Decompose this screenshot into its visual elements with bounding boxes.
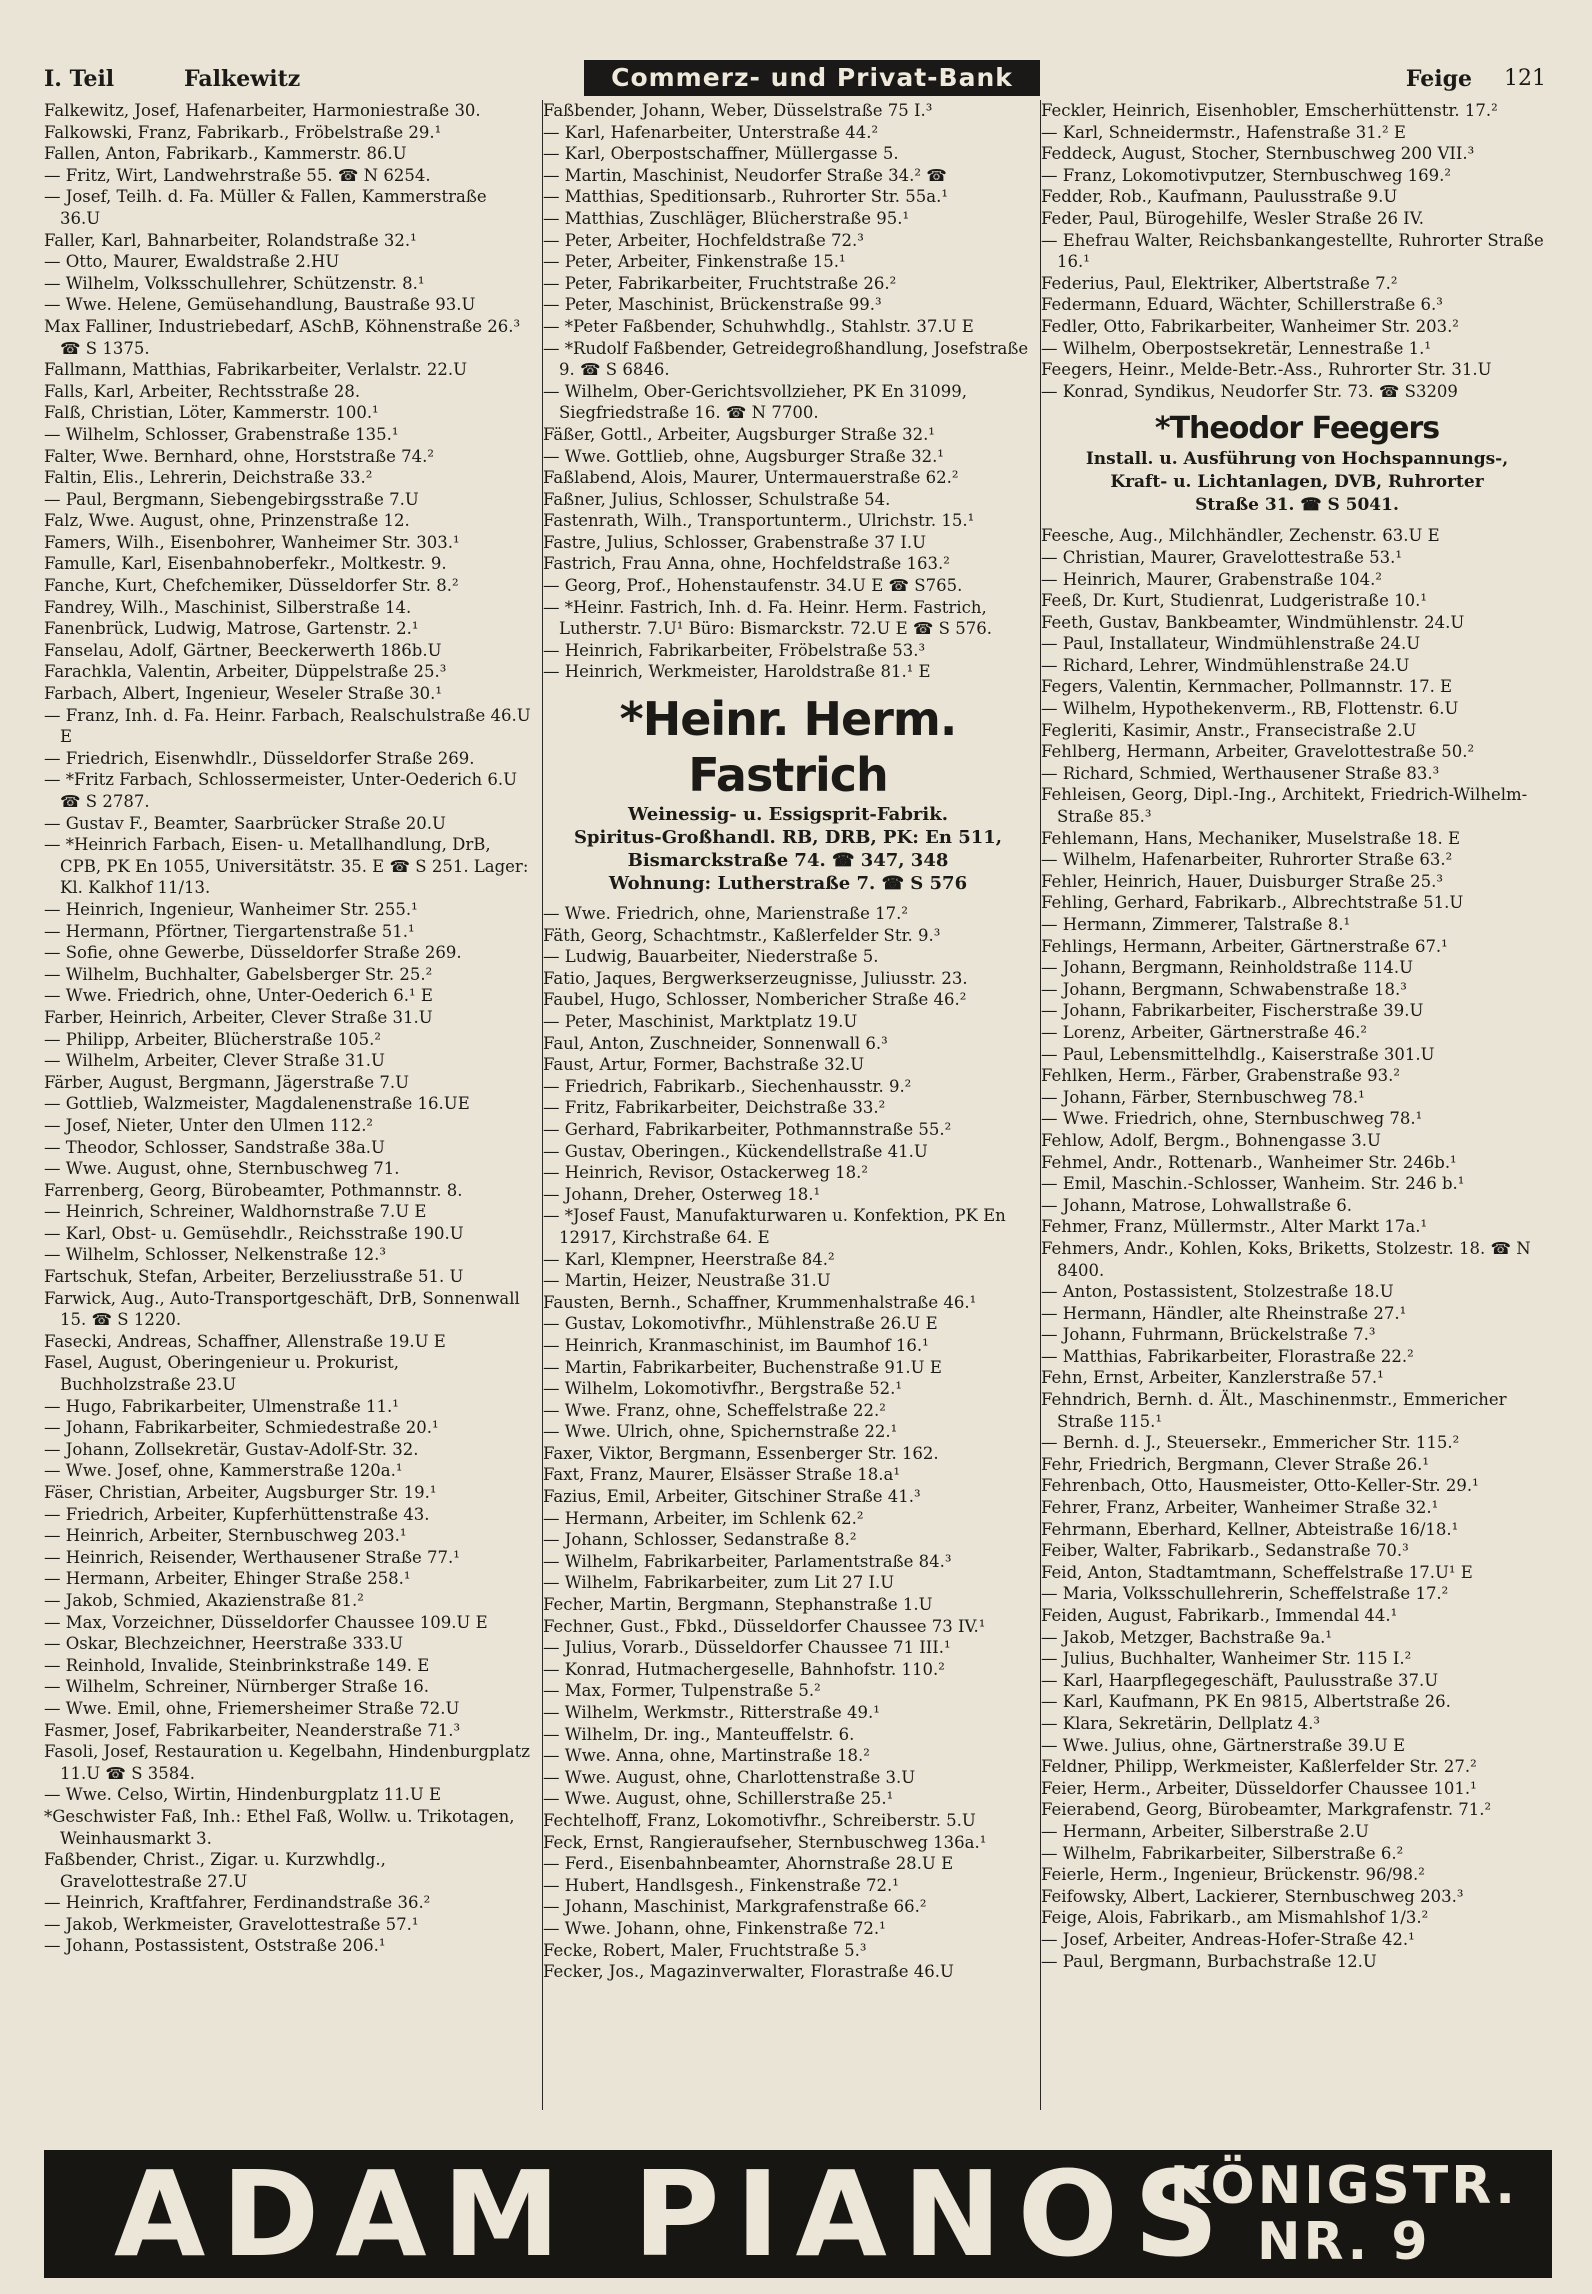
directory-entry: — Klara, Sekretärin, Dellplatz 4.³ xyxy=(1041,1713,1321,1733)
ad-line: Weinessig- u. Essigsprit-Fabrik. xyxy=(628,804,948,826)
directory-entry: — Heinrich, Kranmaschinist, im Baumhof 16.¹ xyxy=(543,1335,929,1355)
directory-entry: Federmann, Eduard, Wächter, Schillerstraße 6.³ xyxy=(1041,295,1443,315)
directory-entry: — Wwe. Josef, ohne, Kammerstraße 120a.¹ xyxy=(44,1461,403,1481)
directory-entry: Fausten, Bernh., Schaffner, Krummenhalstraße 46.¹ xyxy=(543,1292,977,1312)
directory-entry: — Johann, Maschinist, Markgrafenstraße 66.² xyxy=(543,1897,927,1917)
directory-entry: — Friedrich, Fabrikarb., Siechenhausstr. 9.² xyxy=(543,1076,912,1096)
directory-entry: — Heinrich, Ingenieur, Wanheimer Str. 255.¹ xyxy=(44,899,418,919)
directory-entry: Farbach, Albert, Ingenieur, Weseler Straße 30.¹ xyxy=(44,684,442,704)
directory-entry: — *Rudolf Faßbender, Getreidegroßhandlung, Josefstraße 9. ☎ S 6846. xyxy=(543,338,1029,380)
directory-entry: — Karl, Haarpflegegeschäft, Paulusstraße 37.U xyxy=(1041,1670,1439,1690)
directory-entry: — Wilhelm, Oberpostsekretär, Lennestraße 1.¹ xyxy=(1041,338,1431,358)
directory-entry: — Wwe. August, ohne, Sternbuschweg 71. xyxy=(44,1159,400,1179)
directory-entry: — Heinrich, Kraftfahrer, Ferdinandstraße 36.² xyxy=(44,1893,431,1913)
directory-entry: — Lorenz, Arbeiter, Gärtnerstraße 46.² xyxy=(1041,1022,1367,1042)
directory-entry: — Anton, Postassistent, Stolzestraße 18.U xyxy=(1041,1282,1394,1302)
directory-entry: — Wilhelm, Schreiner, Nürnberger Straße 16. xyxy=(44,1677,430,1697)
directory-entry: — Otto, Maurer, Ewaldstraße 2.HU xyxy=(44,252,340,272)
directory-entry: Fazius, Emil, Arbeiter, Gitschiner Straße 41.³ xyxy=(543,1487,921,1507)
directory-entry: Fasecki, Andreas, Schaffner, Allenstraße 19.U E xyxy=(44,1331,446,1351)
directory-entry: — Wilhelm, Fabrikarbeiter, Parlamentstraße 84.³ xyxy=(543,1551,952,1571)
directory-entry: — Fritz, Fabrikarbeiter, Deichstraße 33.² xyxy=(543,1098,886,1118)
directory-entry: — Josef, Teilh. d. Fa. Müller & Fallen, Kammerstraße 36.U xyxy=(44,187,487,228)
directory-entry: — Wilhelm, Schlosser, Grabenstraße 135.¹ xyxy=(44,424,399,444)
ad-line: Bismarckstraße 74. ☎ 347, 348 xyxy=(627,850,949,872)
directory-entry: — Wilhelm, Hafenarbeiter, Ruhrorter Straße 63.² xyxy=(1041,850,1453,870)
directory-entry: Feierabend, Georg, Bürobeamter, Markgrafenstr. 71.² xyxy=(1041,1800,1492,1820)
directory-entry: — Hermann, Pförtner, Tiergartenstraße 51.¹ xyxy=(44,921,415,941)
directory-entry: — Wwe. Emil, ohne, Friemersheimer Straße 72.U xyxy=(44,1698,460,1718)
directory-entry: Falkowski, Franz, Fabrikarb., Fröbelstraße 29.¹ xyxy=(44,122,442,142)
directory-entry: — Philipp, Arbeiter, Blücherstraße 105.² xyxy=(44,1029,382,1049)
directory-entry: Faxer, Viktor, Bergmann, Essenberger Str. 162. xyxy=(543,1443,939,1463)
directory-entry: Fäth, Georg, Schachtmstr., Kaßlerfelder Str. 9.³ xyxy=(543,925,941,945)
directory-entry: — Wilhelm, Volksschullehrer, Schützenstr. 8.¹ xyxy=(44,273,425,293)
directory-entry: — Hubert, Handlsgesh., Finkenstraße 72.¹ xyxy=(543,1875,899,1895)
directory-entry: — Wwe. Friedrich, ohne, Marienstraße 17.² xyxy=(543,904,908,924)
directory-entry: — Ehefrau Walter, Reichsbankangestellte, Ruhrorter Straße 16.¹ xyxy=(1041,230,1544,272)
column-3 xyxy=(1040,100,1553,2110)
directory-entry: Falter, Wwe. Bernhard, ohne, Horststraße 74.² xyxy=(44,446,435,466)
directory-entry: Fartschuk, Stefan, Arbeiter, Berzeliusstraße 51. U xyxy=(44,1267,464,1287)
directory-entry: — Wwe. Anna, ohne, Martinstraße 18.² xyxy=(543,1746,870,1766)
directory-entry: — Heinrich, Arbeiter, Sternbuschweg 203.¹ xyxy=(44,1526,407,1546)
column-3-entries-top xyxy=(1041,100,1553,402)
directory-entry: Fäser, Christian, Arbeiter, Augsburger Str. 19.¹ xyxy=(44,1483,437,1502)
directory-entry: Federius, Paul, Elektriker, Albertstraße 7.² xyxy=(1041,273,1398,293)
directory-entry: Fegers, Valentin, Kernmacher, Pollmannstr. 17. E xyxy=(1041,677,1453,697)
directory-entry: — Hermann, Arbeiter, im Schlenk 62.² xyxy=(543,1508,864,1528)
directory-entry: — Johann, Dreher, Osterweg 18.¹ xyxy=(543,1184,821,1204)
directory-entry: — Paul, Installateur, Windmühlenstraße 24.U xyxy=(1041,634,1421,654)
directory-entry: Faßbender, Johann, Weber, Düsselstraße 75 I.³ xyxy=(543,101,933,120)
directory-entry: Max Falliner, Industriebedarf, ASchB, Köhnenstraße 26.³ ☎ S 1375. xyxy=(44,316,521,358)
directory-entry: — Heinrich, Schreiner, Waldhornstraße 7.U E xyxy=(44,1202,427,1222)
page-number: 121 xyxy=(1504,66,1546,91)
ad-company-name: *Theodor Feegers xyxy=(1154,411,1440,447)
directory-entry: — Paul, Lebensmittelhdlg., Kaiserstraße 301.U xyxy=(1041,1044,1435,1064)
directory-entry: Fehling, Gerhard, Fabrikarb., Albrechtstraße 51.U xyxy=(1041,893,1464,913)
directory-entry: Fehlken, Herm., Färber, Grabenstraße 93.² xyxy=(1041,1066,1401,1086)
directory-entry: — Hermann, Arbeiter, Ehinger Straße 258.¹ xyxy=(44,1569,411,1589)
directory-entry: — Franz, Inh. d. Fa. Heinr. Farbach, Realschulstraße 46.U E xyxy=(44,705,531,747)
directory-entry: — Johann, Matrose, Lohwallstraße 6. xyxy=(1041,1195,1353,1215)
directory-entry: — Heinrich, Revisor, Ostackerweg 18.² xyxy=(543,1163,868,1183)
directory-entry: — Peter, Arbeiter, Finkenstraße 15.¹ xyxy=(543,252,846,272)
directory-entry: — Hermann, Zimmerer, Talstraße 8.¹ xyxy=(1041,915,1351,934)
directory-entry: — *Heinrich Farbach, Eisen- u. Metallhandlung, DrB, CPB, PK En 1055, Universitätstr. 35. E ☎ S 251. Lager: Kl. Kalkhof 11/13. xyxy=(44,835,529,898)
directory-entry: — Bernh. d. J., Steuersekr., Emmericher Str. 115.² xyxy=(1041,1433,1460,1453)
directory-entry: — Johann, Fabrikarbeiter, Schmiedestraße 20.¹ xyxy=(44,1418,439,1438)
directory-entry: Feifowsky, Albert, Lackierer, Sternbuschweg 203.³ xyxy=(1041,1886,1464,1906)
directory-entry: Fehler, Heinrich, Hauer, Duisburger Straße 25.³ xyxy=(1041,871,1443,891)
directory-entry: — Gerhard, Fabrikarbeiter, Pothmannstraße 55.² xyxy=(543,1119,952,1139)
directory-entry: Fasel, August, Oberingenieur u. Prokurist, Buchholzstraße 23.U xyxy=(44,1353,400,1395)
directory-entry: — Karl, Kaufmann, PK En 9815, Albertstraße 26. xyxy=(1041,1692,1451,1712)
directory-entry: Fasmer, Josef, Fabrikarbeiter, Neanderstraße 71.³ xyxy=(44,1720,461,1740)
directory-entry: — Peter, Arbeiter, Hochfeldstraße 72.³ xyxy=(543,230,864,250)
directory-entry: — Wwe. August, ohne, Charlottenstraße 3.U xyxy=(543,1767,916,1787)
fastrich-advertisement xyxy=(543,691,1033,895)
directory-entry: — *Fritz Farbach, Schlossermeister, Unter-Oederich 6.U ☎ S 2787. xyxy=(44,770,518,811)
directory-entry: — Martin, Fabrikarbeiter, Buchenstraße 91.U E xyxy=(543,1357,942,1377)
directory-entry: — Georg, Prof., Hohenstaufenstr. 34.U E ☎ S765. xyxy=(543,576,963,596)
directory-entry: Fehlings, Hermann, Arbeiter, Gärtnerstraße 67.¹ xyxy=(1041,936,1448,956)
ad-line: Kraft- u. Lichtanlagen, DVB, Ruhrorter xyxy=(1110,472,1484,493)
directory-entry: — Matthias, Speditionsarb., Ruhrorter Str. 55a.¹ xyxy=(543,187,948,207)
ad-line: Wohnung: Lutherstraße 7. ☎ S 576 xyxy=(608,873,968,895)
directory-entry: — Friedrich, Eisenwhdlr., Düsseldorfer Straße 269. xyxy=(44,748,475,768)
directory-entry: — Wwe. Gottlieb, ohne, Augsburger Straße 32.¹ xyxy=(543,446,944,466)
directory-entry: — Johann, Färber, Sternbuschweg 78.¹ xyxy=(1041,1087,1365,1107)
directory-entry: — Julius, Vorarb., Düsseldorfer Chaussee 71 III.¹ xyxy=(543,1638,951,1658)
directory-entry: Faller, Karl, Bahnarbeiter, Rolandstraße 32.¹ xyxy=(44,230,417,250)
footer-number: NR. 9 xyxy=(1257,2212,1431,2272)
directory-entry: — Matthias, Fabrikarbeiter, Florastraße 22.² xyxy=(1041,1346,1414,1366)
directory-entry: — Friedrich, Arbeiter, Kupferhüttenstraße 43. xyxy=(44,1504,430,1524)
directory-entry: — Johann, Schlosser, Sedanstraße 8.² xyxy=(543,1530,857,1550)
directory-entry: Falz, Wwe. August, ohne, Prinzenstraße 12. xyxy=(44,511,410,531)
directory-entry: — Wilhelm, Hypothekenverm., RB, Flottenstr. 6.U xyxy=(1041,699,1459,719)
range-start: Falkewitz xyxy=(184,66,301,92)
directory-entry: Fastrich, Frau Anna, ohne, Hochfeldstraße 163.² xyxy=(543,554,950,574)
directory-entry: — *Josef Faust, Manufakturwaren u. Konfektion, PK En 12917, Kirchstraße 64. E xyxy=(543,1206,1006,1247)
directory-entry: — Johann, Fabrikarbeiter, Fischerstraße 39.U xyxy=(1041,1001,1424,1021)
directory-entry: — Johann, Postassistent, Oststraße 206.¹ xyxy=(44,1936,386,1956)
directory-entry: Fehn, Ernst, Arbeiter, Kanzlerstraße 57.¹ xyxy=(1041,1368,1384,1388)
directory-entry: — Peter, Fabrikarbeiter, Fruchtstraße 26.² xyxy=(543,273,897,293)
directory-entry: — Wilhelm, Werkmstr., Ritterstraße 49.¹ xyxy=(543,1703,880,1722)
directory-entry: — Josef, Nieter, Unter den Ulmen 112.² xyxy=(44,1115,374,1135)
directory-entry: Fanenbrück, Ludwig, Matrose, Gartenstr. 2.¹ xyxy=(44,619,419,639)
directory-entry: — Wilhelm, Ober-Gerichtsvollzieher, PK En 31099, Siegfriedstraße 16. ☎ N 7700. xyxy=(543,381,967,423)
directory-entry: Farrenberg, Georg, Bürobeamter, Pothmannstr. 8. xyxy=(44,1180,463,1200)
directory-entry: — Wwe. Helene, Gemüsehandlung, Baustraße 93.U xyxy=(44,295,476,315)
range-end: Feige xyxy=(1405,66,1472,92)
directory-entry: — Wwe. Franz, ohne, Scheffelstraße 22.² xyxy=(543,1400,886,1420)
column-2 xyxy=(542,100,1033,2110)
directory-entry: Fäßer, Gottl., Arbeiter, Augsburger Straße 32.¹ xyxy=(543,424,935,444)
directory-entry: Faßner, Julius, Schlosser, Schulstraße 54. xyxy=(543,489,891,509)
directory-entry: Fehmers, Andr., Kohlen, Koks, Briketts, Stolzestr. 18. ☎ N 8400. xyxy=(1041,1238,1531,1280)
directory-entry: Färber, August, Bergmann, Jägerstraße 7.U xyxy=(44,1072,409,1092)
directory-entry: Faxt, Franz, Maurer, Elsässer Straße 18.a¹ xyxy=(543,1465,900,1485)
directory-entry: Feckler, Heinrich, Eisenhobler, Emscherhüttenstr. 17.² xyxy=(1041,101,1498,120)
column-1 xyxy=(44,100,531,2110)
directory-entry: — Josef, Arbeiter, Andreas-Hofer-Straße 42.¹ xyxy=(1041,1929,1415,1949)
directory-entry: — Wwe. Friedrich, ohne, Sternbuschweg 78.¹ xyxy=(1041,1109,1423,1129)
directory-entry: Feddeck, August, Stocher, Sternbuschweg 200 VII.³ xyxy=(1041,144,1475,164)
directory-entry: — Oskar, Blechzeichner, Heerstraße 333.U xyxy=(44,1634,404,1654)
directory-entry: — Wwe. Julius, ohne, Gärtnerstraße 39.U E xyxy=(1041,1735,1406,1755)
directory-entry: — Hermann, Arbeiter, Silberstraße 2.U xyxy=(1041,1821,1369,1841)
directory-entry: — *Heinr. Fastrich, Inh. d. Fa. Heinr. Herm. Fastrich, Lutherstr. 7.U¹ Büro: Bismarckstr. 72.U E ☎ S 576. xyxy=(543,597,992,639)
directory-entry: — Franz, Lokomotivputzer, Sternbuschweg 169.² xyxy=(1041,165,1451,185)
directory-entry: — Wwe. Friedrich, ohne, Unter-Oederich 6.¹ E xyxy=(44,986,433,1006)
directory-entry: Fehrer, Franz, Arbeiter, Wanheimer Straße 32.¹ xyxy=(1041,1498,1439,1518)
directory-entry: — Wwe. Celso, Wirtin, Hindenburgplatz 11.U E xyxy=(44,1785,442,1805)
directory-entry: Fasoli, Josef, Restauration u. Kegelbahn, Hindenburgplatz 11.U ☎ S 3584. xyxy=(44,1742,530,1783)
bank-banner: Commerz- und Privat-Bank xyxy=(584,60,1040,96)
directory-entry: — Wilhelm, Arbeiter, Clever Straße 31.U xyxy=(44,1051,385,1071)
directory-entry: — Wilhelm, Dr. ing., Manteuffelstr. 6. xyxy=(543,1724,855,1744)
directory-entry: — Christian, Maurer, Gravelottestraße 53.¹ xyxy=(1041,547,1403,567)
directory-entry: Farber, Heinrich, Arbeiter, Clever Straße 31.U xyxy=(44,1007,433,1027)
directory-entry: — Maria, Volksschullehrerin, Scheffelstraße 17.² xyxy=(1041,1584,1449,1604)
directory-entry: — Wilhelm, Fabrikarbeiter, Silberstraße 6.² xyxy=(1041,1843,1404,1863)
directory-entry: — Peter, Maschinist, Brückenstraße 99.³ xyxy=(543,295,882,315)
directory-entry: Fehmer, Franz, Müllermstr., Alter Markt 17a.¹ xyxy=(1041,1217,1428,1237)
directory-entry: Feierle, Herm., Ingenieur, Brückenstr. 96/98.² xyxy=(1041,1865,1425,1885)
directory-entry: Fechtelhoff, Franz, Lokomotivfhr., Schreiberstr. 5.U xyxy=(543,1810,976,1830)
directory-entry: — Heinrich, Fabrikarbeiter, Fröbelstraße 53.³ xyxy=(543,640,926,660)
directory-entry: Feiden, August, Fabrikarb., Immendal 44.¹ xyxy=(1041,1606,1398,1625)
directory-entry: — Martin, Heizer, Neustraße 31.U xyxy=(543,1271,831,1291)
directory-entry: — Wilhelm, Fabrikarbeiter, zum Lit 27 I.U xyxy=(543,1573,895,1593)
directory-entry: — Wilhelm, Schlosser, Nelkenstraße 12.³ xyxy=(44,1245,386,1265)
directory-entry: Feldner, Philipp, Werkmeister, Kaßlerfelder Str. 27.² xyxy=(1041,1757,1477,1777)
directory-entry: — Konrad, Syndikus, Neudorfer Str. 73. ☎ S3209 xyxy=(1041,381,1458,401)
directory-entry: Fehndrich, Bernh. d. Ält., Maschinenmstr., Emmericher Straße 115.¹ xyxy=(1041,1390,1507,1431)
directory-entry: Falkewitz, Josef, Hafenarbeiter, Harmoniestraße 30. xyxy=(44,101,481,120)
directory-entry: Fallen, Anton, Fabrikarb., Kammerstr. 86.U xyxy=(44,144,407,164)
ad-line: Spiritus-Großhandl. RB, DRB, PK: En 511, xyxy=(573,827,1003,849)
directory-entry: — Heinrich, Werkmeister, Haroldstraße 81.¹ E xyxy=(543,662,931,682)
footer-street: KÖNIGSTR. xyxy=(1169,2156,1518,2216)
directory-entry: — Johann, Bergmann, Schwabenstraße 18.³ xyxy=(1041,979,1407,999)
part-label: I. Teil xyxy=(44,66,115,92)
directory-entry: — Hermann, Händler, alte Rheinstraße 27.¹ xyxy=(1041,1303,1407,1323)
directory-entry: — Karl, Obst- u. Gemüsehdlr., Reichsstraße 190.U xyxy=(44,1223,464,1243)
directory-entry: — Fritz, Wirt, Landwehrstraße 55. ☎ N 6254. xyxy=(44,165,431,185)
footer-address xyxy=(1170,2158,1518,2270)
directory-entry: Fatio, Jaques, Bergwerkserzeugnisse, Juliusstr. 23. xyxy=(543,968,968,988)
directory-entry: — Jakob, Schmied, Akazienstraße 81.² xyxy=(44,1590,364,1610)
directory-entry: — Johann, Zollsekretär, Gustav-Adolf-Str. 32. xyxy=(44,1439,419,1459)
directory-entry: — Karl, Oberpostschaffner, Müllergasse 5. xyxy=(543,144,899,164)
directory-entry: Fastenrath, Wilh., Transportunterm., Ulrichstr. 15.¹ xyxy=(543,511,975,531)
directory-entry: — Gustav F., Beamter, Saarbrücker Straße 20.U xyxy=(44,813,446,833)
directory-entry: — Richard, Schmied, Werthausener Straße 83.³ xyxy=(1041,763,1440,783)
directory-entry: Fecker, Jos., Magazinverwalter, Florastraße 46.U xyxy=(543,1962,954,1982)
directory-entry: — Jakob, Werkmeister, Gravelottestraße 57.¹ xyxy=(44,1914,419,1934)
directory-entry: Feige, Alois, Fabrikarb., am Mismahlshof 1/3.² xyxy=(1041,1908,1429,1928)
directory-entry: Falls, Karl, Arbeiter, Rechtsstraße 28. xyxy=(44,381,361,401)
directory-entry: Fegleriti, Kasimir, Anstr., Fransecistraße 2.U xyxy=(1041,720,1417,740)
directory-entry: Fastre, Julius, Schlosser, Grabenstraße 37 I.U xyxy=(543,532,927,552)
directory-entry: — Martin, Maschinist, Neudorfer Straße 34.² ☎ xyxy=(543,165,947,185)
directory-entry: — Reinhold, Invalide, Steinbrinkstraße 149. E xyxy=(44,1655,430,1675)
ad-line: Install. u. Ausführung von Hochspannungs-, xyxy=(1085,449,1509,470)
directory-entry: — Emil, Maschin.-Schlosser, Wanheim. Str. 246 b.¹ xyxy=(1041,1174,1465,1194)
directory-entry: — Karl, Hafenarbeiter, Unterstraße 44.² xyxy=(543,122,879,142)
directory-entry: Fehrmann, Eberhard, Kellner, Abteistraße 16/18.¹ xyxy=(1041,1519,1459,1539)
directory-entry: — Heinrich, Maurer, Grabenstraße 104.² xyxy=(1041,569,1382,589)
directory-entry: — Julius, Buchhalter, Wanheimer Str. 115 I.² xyxy=(1041,1649,1412,1669)
directory-entry: Feck, Ernst, Rangieraufseher, Sternbuschweg 136a.¹ xyxy=(543,1832,987,1852)
directory-entry: Feeth, Gustav, Bankbeamter, Windmühlenstr. 24.U xyxy=(1041,612,1465,632)
directory-entry: — Wilhelm, Lokomotivfhr., Bergstraße 52.¹ xyxy=(543,1379,902,1399)
page-header xyxy=(44,60,1552,96)
directory-entry: Fehleisen, Georg, Dipl.-Ing., Architekt, Friedrich-Wilhelm-Straße 85.³ xyxy=(1041,785,1528,827)
ad-line: Straße 31. ☎ S 5041. xyxy=(1195,495,1399,516)
feegers-advertisement xyxy=(1041,410,1553,517)
directory-entry: Feesche, Aug., Milchhändler, Zechenstr. 63.U E xyxy=(1041,526,1440,546)
directory-entry: — Wilhelm, Buchhalter, Gabelsberger Str. 25.² xyxy=(44,964,433,984)
directory-entry: Falß, Christian, Löter, Kammerstr. 100.¹ xyxy=(44,403,379,423)
directory-entry: — Johann, Fuhrmann, Brückelstraße 7.³ xyxy=(1041,1325,1376,1345)
directory-entry: Fandrey, Wilh., Maschinist, Silberstraße 14. xyxy=(44,597,412,617)
directory-entry: Fehmel, Andr., Rottenarb., Wanheimer Str. 246b.¹ xyxy=(1041,1152,1457,1172)
directory-entry: Famulle, Karl, Eisenbahnoberfekr., Moltkestr. 9. xyxy=(44,554,447,574)
directory-entry: Fanselau, Adolf, Gärtner, Beeckerwerth 186b.U xyxy=(44,640,442,660)
directory-entry: — Matthias, Zuschläger, Blücherstraße 95.¹ xyxy=(543,208,910,228)
directory-entry: — Peter, Maschinist, Marktplatz 19.U xyxy=(543,1012,858,1031)
directory-entry: — Karl, Klempner, Heerstraße 84.² xyxy=(543,1249,835,1269)
directory-entry: — Paul, Bergmann, Siebengebirgsstraße 7.U xyxy=(44,489,419,509)
directory-entry: — Karl, Schneidermstr., Hafenstraße 31.² E xyxy=(1041,122,1406,142)
directory-entry: Faul, Anton, Zuschneider, Sonnenwall 6.³ xyxy=(543,1033,888,1053)
column-3-entries-bottom xyxy=(1041,525,1553,1972)
directory-entry: — Konrad, Hutmachergeselle, Bahnhofstr. 110.² xyxy=(543,1659,945,1679)
directory-entry: — Wwe. Johann, ohne, Finkenstraße 72.¹ xyxy=(543,1918,886,1938)
directory-entry: Fehlberg, Hermann, Arbeiter, Gravelottestraße 50.² xyxy=(1041,742,1475,762)
directory-entry: Fehrenbach, Otto, Hausmeister, Otto-Keller-Str. 29.¹ xyxy=(1041,1476,1479,1496)
directory-entry: — Johann, Bergmann, Reinholdstraße 114.U xyxy=(1041,958,1414,978)
directory-entry: Famers, Wilh., Eisenbohrer, Wanheimer Str. 303.¹ xyxy=(44,532,460,552)
directory-entry: Feder, Paul, Bürogehilfe, Wesler Straße 26 IV. xyxy=(1041,208,1424,228)
directory-entry: Fehr, Friedrich, Bergmann, Clever Straße 26.¹ xyxy=(1041,1454,1429,1474)
directory-entry: Faßbender, Christ., Zigar. u. Kurzwhdlg., Gravelottestraße 27.U xyxy=(44,1850,386,1891)
directory-entry: — Theodor, Schlosser, Sandstraße 38a.U xyxy=(44,1137,385,1157)
directory-entry: — Max, Vorzeichner, Düsseldorfer Chaussee 109.U E xyxy=(44,1612,488,1632)
directory-entry: Fehlow, Adolf, Bergm., Bohnengasse 3.U xyxy=(1041,1130,1381,1150)
directory-entry: Faßlabend, Alois, Maurer, Untermauerstraße 62.² xyxy=(543,468,959,488)
directory-entry: Fedler, Otto, Fabrikarbeiter, Wanheimer Str. 203.² xyxy=(1041,316,1459,336)
directory-entry: Fanche, Kurt, Chefchemiker, Düsseldorfer Str. 8.² xyxy=(44,576,459,596)
footer-advertisement xyxy=(44,2145,1552,2283)
directory-entry: Feiber, Walter, Fabrikarb., Sedanstraße 70.³ xyxy=(1041,1541,1409,1561)
directory-entry: — Richard, Lehrer, Windmühlenstraße 24.U xyxy=(1041,655,1410,675)
directory-entry: Feid, Anton, Stadtamtmann, Scheffelstraße 17.U¹ E xyxy=(1041,1562,1473,1582)
directory-entry: Faust, Artur, Former, Bachstraße 32.U xyxy=(543,1055,865,1075)
directory-entry: — Ferd., Eisenbahnbeamter, Ahornstraße 28.U E xyxy=(543,1854,954,1874)
directory-entry: Feier, Herm., Arbeiter, Düsseldorfer Chaussee 101.¹ xyxy=(1041,1778,1477,1798)
directory-entry: Farwick, Aug., Auto-Transportgeschäft, DrB, Sonnenwall 15. ☎ S 1220. xyxy=(44,1288,520,1330)
directory-entry: — Jakob, Metzger, Bachstraße 9a.¹ xyxy=(1041,1627,1332,1647)
directory-entry: — Paul, Bergmann, Burbachstraße 12.U xyxy=(1041,1951,1377,1971)
column-2-entries-bottom xyxy=(543,903,1033,1983)
directory-entry: — Heinrich, Reisender, Werthausener Straße 77.¹ xyxy=(44,1547,460,1567)
directory-entry: Faubel, Hugo, Schlosser, Nombericher Straße 46.² xyxy=(543,990,967,1010)
directory-entry: *Geschwister Faß, Inh.: Ethel Faß, Wollw. u. Trikotagen, Weinhausmarkt 3. xyxy=(44,1806,515,1848)
directory-entry: Fecher, Martin, Bergmann, Stephanstraße 1.U xyxy=(543,1595,933,1615)
directory-entry: — Gustav, Oberingen., Kückendellstraße 41.U xyxy=(543,1141,928,1161)
directory-entry: — Gottlieb, Walzmeister, Magdalenenstraße 16.UE xyxy=(44,1094,470,1114)
directory-entry: — Wwe. Ulrich, ohne, Spichernstraße 22.¹ xyxy=(543,1422,898,1442)
ad-company-name: *Heinr. Herm. Fastrich xyxy=(619,692,957,803)
directory-entry: Faltin, Elis., Lehrerin, Deichstraße 33.² xyxy=(44,468,373,488)
directory-entry: Feegers, Heinr., Melde-Betr.-Ass., Ruhrorter Str. 31.U xyxy=(1041,360,1492,380)
directory-entry: — Ludwig, Bauarbeiter, Niederstraße 5. xyxy=(543,947,879,967)
directory-entry: Fehlemann, Hans, Mechaniker, Muselstraße 18. E xyxy=(1041,828,1461,848)
column-2-entries-top xyxy=(543,100,1033,683)
footer-brand: ADAM PIANOS xyxy=(114,2145,1235,2283)
directory-entry: Fecke, Robert, Maler, Fruchtstraße 5.³ xyxy=(543,1940,867,1960)
directory-entry: — Max, Former, Tulpenstraße 5.² xyxy=(543,1681,821,1701)
directory-entry: Fechner, Gust., Fbkd., Düsseldorfer Chaussee 73 IV.¹ xyxy=(543,1616,986,1636)
directory-entry: Fedder, Rob., Kaufmann, Paulusstraße 9.U xyxy=(1041,187,1398,207)
directory-entry: — Sofie, ohne Gewerbe, Düsseldorfer Straße 269. xyxy=(44,943,462,963)
directory-entry: Farachkla, Valentin, Arbeiter, Düppelstraße 25.³ xyxy=(44,662,447,682)
directory-entry: Feeß, Dr. Kurt, Studienrat, Ludgeristraße 10.¹ xyxy=(1041,591,1427,611)
directory-entry: — Hugo, Fabrikarbeiter, Ulmenstraße 11.¹ xyxy=(44,1396,399,1416)
directory-entry: Fallmann, Matthias, Fabrikarbeiter, Verlalstr. 22.U xyxy=(44,360,468,380)
directory-entry: — Gustav, Lokomotivfhr., Mühlenstraße 26.U E xyxy=(543,1314,938,1334)
directory-entry: — Wwe. August, ohne, Schillerstraße 25.¹ xyxy=(543,1789,894,1809)
directory-entry: — *Peter Faßbender, Schuhwhdlg., Stahlstr. 37.U E xyxy=(543,316,974,336)
